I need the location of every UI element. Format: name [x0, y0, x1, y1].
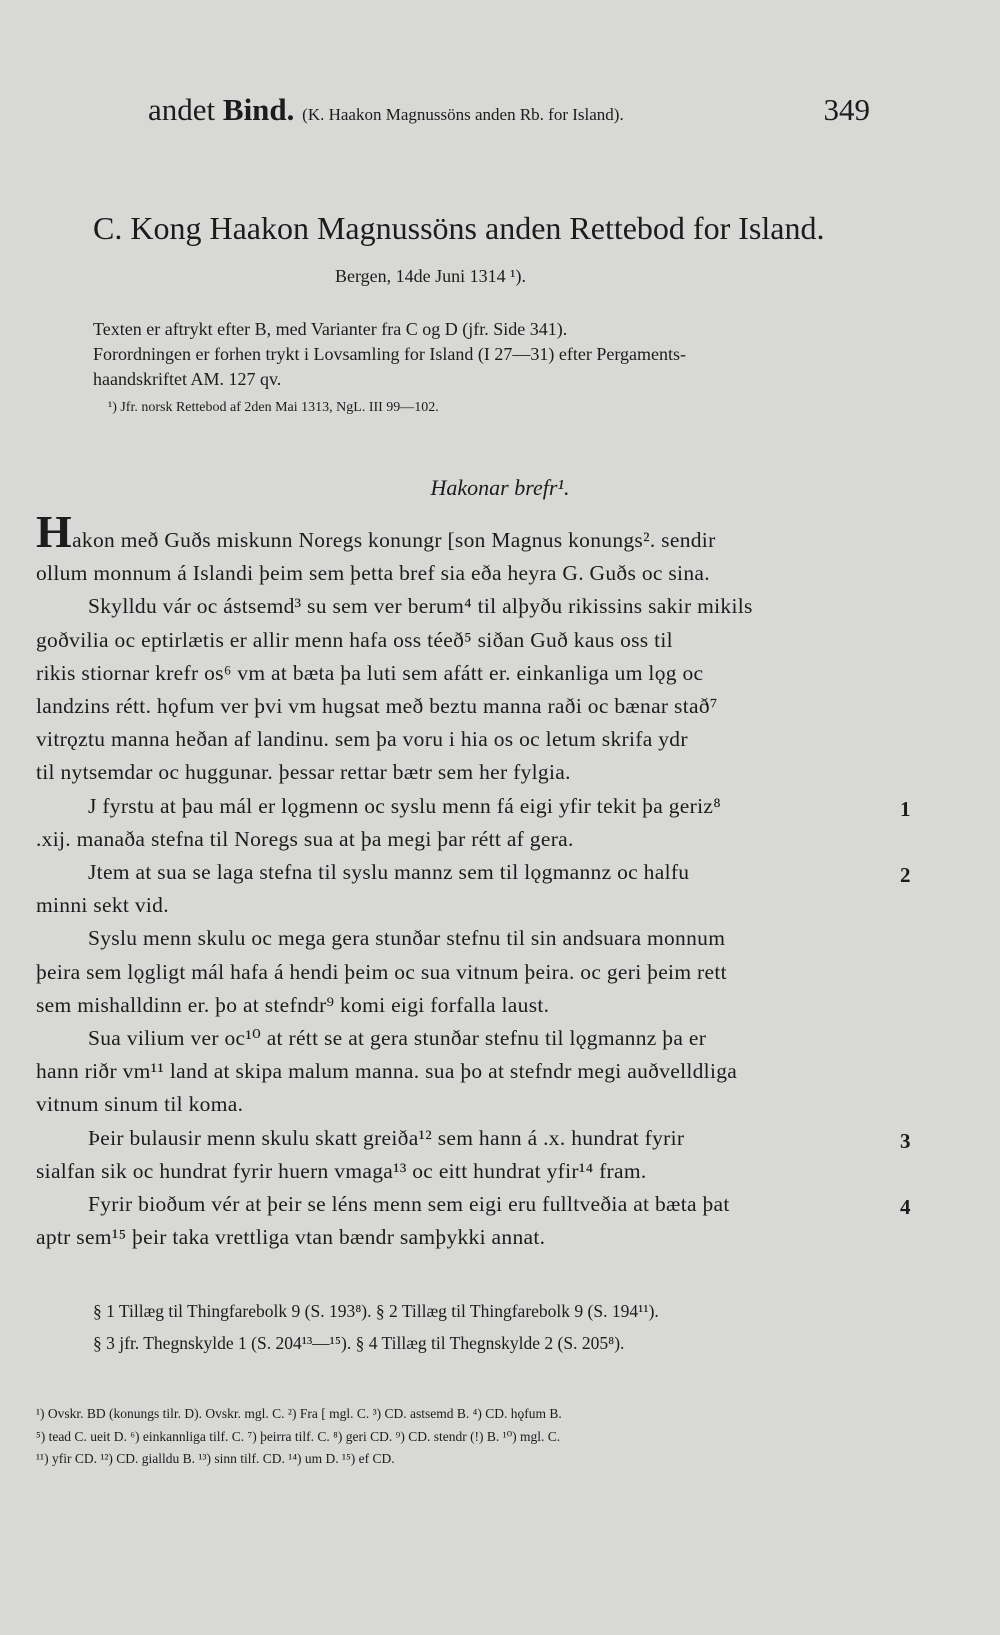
running-head-left-text: andet	[148, 92, 216, 127]
footnote-line: ⁵) tead C. ueit D. ⁶) einkannliga tilf. C. ⁷) þeirra tilf. C. ⁸) geri CD. ⁹) CD. stendr (!) B. ¹⁰) mgl. C.	[36, 1428, 561, 1444]
body-line-text: akon með Guðs miskunn Noregs konungr [son Magnus konungs². sendir	[72, 528, 716, 552]
body-line: goðvilia oc eptirlætis er allir menn hafa oss téeð⁵ siðan Guð kaus oss til	[36, 627, 673, 652]
body-line: Fyrir bioðum vér at þeir se léns menn sem eigi eru fulltveðia at bæta þat	[88, 1192, 730, 1217]
intro-line: Forordningen er forhen trykt i Lovsamling for Island (I 27—31) efter Pergaments-	[93, 344, 687, 364]
body-line: rikis stiornar krefr os⁶ vm at bæta þa luti sem afátt er. einkanliga um lǫg oc	[36, 660, 704, 685]
footnote-line: ¹) Ovskr. BD (konungs tilr. D). Ovskr. mgl. C. ²) Fra [ mgl. C. ³) CD. astsemd B. ⁴) CD. hǫfum B.	[36, 1406, 562, 1421]
body-line: Skylldu vár oc ástsemd³ su sem ver berum⁴ til alþyðu rikissins sakir mikils	[88, 594, 753, 619]
section-number: 1	[900, 797, 911, 821]
running-head-bold: Bind.	[222, 92, 295, 127]
body-line: sem mishalldinn er. þo at stefndr⁹ komi eigi forfalla laust.	[36, 992, 550, 1017]
intro-footnote: ¹) Jfr. norsk Rettebod af 2den Mai 1313, NgL. III 99—102.	[108, 400, 439, 415]
document-subtitle: Bergen, 14de Juni 1314 ¹).	[335, 266, 527, 286]
section-references	[93, 1295, 883, 1359]
body-line: vitnum sinum til koma.	[36, 1092, 244, 1117]
charter-text	[36, 506, 872, 1254]
body-line: þeira sem lǫgligt mál hafa á hendi þeim oc sua vitnum þeira. oc geri þeim rett	[36, 959, 727, 984]
body-line: hann riðr vm¹¹ land at skipa malum manna. sua þo at stefndr megi auðvelldliga	[36, 1059, 738, 1084]
intro-line: haandskriftet AM. 127 qv.	[93, 369, 282, 389]
reference-line: § 3 jfr. Thegnskylde 1 (S. 204¹³—¹⁵). § 4 Tillæg til Thegnskylde 2 (S. 205⁸).	[93, 1333, 625, 1353]
body-line: landzins rétt. hǫfum ver þvi vm hugsat með beztu manna raði oc bænar stað⁷	[36, 694, 718, 719]
drop-initial: H	[36, 506, 73, 557]
body-line: Sua vilium ver oc¹⁰ at rétt se at gera stunðar stefnu til lǫgmannz þa er	[88, 1026, 707, 1051]
body-line: til nytsemdar oc huggunar. þessar rettar bætr sem her fylgia.	[36, 760, 571, 785]
body-line: vitrǫztu manna heðan af landinu. sem þa voru i hia os oc letum skrifa ydr	[36, 727, 688, 752]
body-line: Syslu menn skulu oc mega gera stunðar stefnu til sin andsuara monnum	[88, 926, 726, 951]
reference-line: § 1 Tillæg til Thingfarebolk 9 (S. 193⁸). § 2 Tillæg til Thingfarebolk 9 (S. 194¹¹).	[93, 1301, 659, 1321]
intro-line: Texten er aftrykt efter B, med Varianter fra C og D (jfr. Side 341).	[93, 319, 568, 339]
running-head-small: (K. Haakon Magnussöns anden Rb. for Island).	[302, 105, 624, 124]
running-head	[148, 92, 870, 142]
running-head-title	[148, 92, 624, 128]
section-number: 3	[900, 1129, 911, 1153]
body-line: .xij. manaða stefna til Noregs sua at þa megi þar rétt af gera.	[36, 826, 574, 851]
body-line: aptr sem¹⁵ þeir taka vrettliga vtan bændr samþykki annat.	[36, 1225, 546, 1250]
body-line: Þeir bulausir menn skulu skatt greiða¹² sem hann á .x. hundrat fyrir	[88, 1125, 685, 1150]
body-line	[36, 506, 872, 557]
body-line: J fyrstu at þau mál er lǫgmenn oc syslu menn fá eigi yfir tekit þa geriz⁸	[88, 793, 722, 818]
section-number: 2	[900, 863, 911, 887]
intro-paragraph	[93, 317, 873, 392]
charter-heading: Hakonar brefr¹.	[430, 475, 570, 500]
variant-footnotes	[36, 1403, 876, 1471]
footnote-line: ¹¹) yfir CD. ¹²) CD. gialldu B. ¹³) sinn tilf. CD. ¹⁴) um D. ¹⁵) ef CD.	[36, 1451, 395, 1466]
body-line: sialfan sik oc hundrat fyrir huern vmaga¹³ oc eitt hundrat yfir¹⁴ fram.	[36, 1158, 647, 1183]
body-line: ollum monnum á Islandi þeim sem þetta bref sia eða heyra G. Guðs oc sina.	[36, 561, 710, 586]
section-number: 4	[900, 1195, 911, 1219]
page-number: 349	[823, 92, 870, 127]
body-line: Jtem at sua se laga stefna til syslu mannz sem til lǫgmannz oc halfu	[88, 860, 690, 885]
body-line: minni sekt vid.	[36, 893, 169, 918]
document-title: C. Kong Haakon Magnussöns anden Rettebod for Island.	[93, 210, 825, 246]
